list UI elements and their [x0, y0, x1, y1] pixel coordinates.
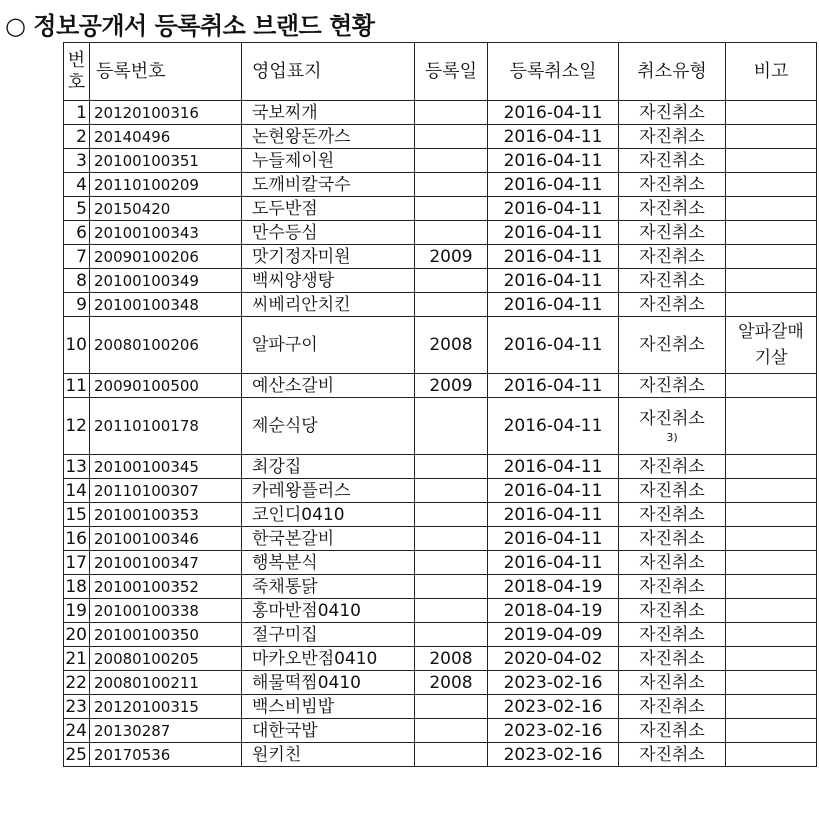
row-no: 2	[64, 125, 90, 149]
row-brand: 절구미집	[242, 623, 415, 647]
row-reg-year	[415, 479, 488, 503]
table-row	[64, 575, 817, 599]
row-reg-no: 20120100315	[90, 695, 242, 719]
row-note	[726, 551, 817, 575]
row-reg-no: 20130287	[90, 719, 242, 743]
row-cancel-date: 2016-04-11	[488, 245, 619, 269]
row-cancel-date: 2019-04-09	[488, 623, 619, 647]
row-reg-year	[415, 575, 488, 599]
table-row	[64, 293, 817, 317]
header-no: 번호	[64, 43, 90, 101]
row-note	[726, 269, 817, 293]
row-cancel-type: 자진취소	[619, 575, 726, 599]
row-no: 14	[64, 479, 90, 503]
row-cancel-type: 자진취소	[619, 647, 726, 671]
table-row	[64, 197, 817, 221]
row-cancel-date: 2016-04-11	[488, 374, 619, 398]
table-row	[64, 455, 817, 479]
row-no: 1	[64, 101, 90, 125]
table-row	[64, 221, 817, 245]
row-note	[726, 455, 817, 479]
row-cancel-type: 자진취소	[619, 374, 726, 398]
row-cancel-type: 자진취소	[619, 221, 726, 245]
row-brand: 논현왕돈까스	[242, 125, 415, 149]
table-row	[64, 125, 817, 149]
row-cancel-date: 2016-04-11	[488, 317, 619, 374]
table-row	[64, 527, 817, 551]
row-note	[726, 149, 817, 173]
table-row	[64, 149, 817, 173]
row-cancel-type: 자진취소	[619, 671, 726, 695]
row-cancel-type: 자진취소	[619, 719, 726, 743]
row-cancel-type: 자진취소	[619, 149, 726, 173]
header-cancel-date: 등록취소일	[488, 43, 619, 101]
row-reg-year	[415, 551, 488, 575]
row-note	[726, 695, 817, 719]
row-cancel-type: 자진취소	[619, 743, 726, 767]
table-row	[64, 719, 817, 743]
row-no: 16	[64, 527, 90, 551]
row-no: 25	[64, 743, 90, 767]
row-note	[726, 623, 817, 647]
row-brand: 원키친	[242, 743, 415, 767]
row-note	[726, 197, 817, 221]
row-brand: 만수등심	[242, 221, 415, 245]
row-cancel-type: 자진취소	[619, 455, 726, 479]
row-brand: 예산소갈비	[242, 374, 415, 398]
row-brand: 도두반점	[242, 197, 415, 221]
table-row	[64, 551, 817, 575]
row-brand: 코인디0410	[242, 503, 415, 527]
row-no: 4	[64, 173, 90, 197]
row-cancel-type: 자진취소	[619, 503, 726, 527]
row-brand: 최강집	[242, 455, 415, 479]
row-note	[726, 719, 817, 743]
row-note	[726, 293, 817, 317]
row-reg-year	[415, 197, 488, 221]
row-reg-year: 2008	[415, 317, 488, 374]
row-cancel-date: 2023-02-16	[488, 743, 619, 767]
row-brand: 해물떡찜0410	[242, 671, 415, 695]
row-no: 24	[64, 719, 90, 743]
row-brand: 백씨양생탕	[242, 269, 415, 293]
row-reg-no: 20110100307	[90, 479, 242, 503]
table-row	[64, 671, 817, 695]
row-cancel-date: 2016-04-11	[488, 173, 619, 197]
row-note	[726, 221, 817, 245]
row-reg-no: 20120100316	[90, 101, 242, 125]
row-reg-no: 20110100209	[90, 173, 242, 197]
row-reg-no: 20100100346	[90, 527, 242, 551]
row-reg-year	[415, 503, 488, 527]
row-note	[726, 173, 817, 197]
row-cancel-type: 자진취소	[619, 125, 726, 149]
row-no: 9	[64, 293, 90, 317]
row-reg-no: 20100100338	[90, 599, 242, 623]
row-reg-year	[415, 269, 488, 293]
row-cancel-type: 자진취소	[619, 695, 726, 719]
row-note	[726, 125, 817, 149]
table-row	[64, 503, 817, 527]
row-no: 21	[64, 647, 90, 671]
row-no: 23	[64, 695, 90, 719]
table-row	[64, 245, 817, 269]
row-cancel-type: 자진취소	[619, 197, 726, 221]
row-cancel-date: 2016-04-11	[488, 149, 619, 173]
row-cancel-date: 2016-04-11	[488, 269, 619, 293]
row-reg-year	[415, 527, 488, 551]
row-note	[726, 671, 817, 695]
row-note	[726, 503, 817, 527]
table-row	[64, 101, 817, 125]
row-no: 19	[64, 599, 90, 623]
row-cancel-date: 2016-04-11	[488, 125, 619, 149]
table-header-row	[64, 43, 817, 101]
row-cancel-type: 자진취소	[619, 479, 726, 503]
table-row	[64, 398, 817, 455]
row-reg-year: 2009	[415, 374, 488, 398]
row-reg-year	[415, 743, 488, 767]
row-brand: 대한국밥	[242, 719, 415, 743]
row-reg-no: 20080100205	[90, 647, 242, 671]
row-cancel-type: 자진취소	[619, 293, 726, 317]
row-note	[726, 647, 817, 671]
row-note	[726, 245, 817, 269]
cancel-type-label: 자진취소	[639, 409, 705, 429]
row-cancel-date: 2018-04-19	[488, 575, 619, 599]
row-reg-year	[415, 719, 488, 743]
row-reg-no: 20170536	[90, 743, 242, 767]
row-note	[726, 479, 817, 503]
row-no: 8	[64, 269, 90, 293]
row-no: 3	[64, 149, 90, 173]
row-brand: 행복분식	[242, 551, 415, 575]
row-no: 20	[64, 623, 90, 647]
row-reg-year	[415, 455, 488, 479]
footnote-mark: 3)	[666, 431, 678, 444]
row-reg-year	[415, 599, 488, 623]
row-reg-year	[415, 221, 488, 245]
row-cancel-type: 자진취소	[619, 173, 726, 197]
row-brand: 백스비빔밥	[242, 695, 415, 719]
row-no: 5	[64, 197, 90, 221]
row-reg-no: 20100100352	[90, 575, 242, 599]
row-cancel-date: 2016-04-11	[488, 551, 619, 575]
row-cancel-type: 자진취소	[619, 623, 726, 647]
header-brand: 영업표지	[242, 43, 415, 101]
row-cancel-date: 2016-04-11	[488, 101, 619, 125]
row-cancel-type: 자진취소	[619, 101, 726, 125]
header-reg-year: 등록일	[415, 43, 488, 101]
row-cancel-date: 2023-02-16	[488, 719, 619, 743]
row-no: 7	[64, 245, 90, 269]
row-brand: 국보찌개	[242, 101, 415, 125]
table-row	[64, 479, 817, 503]
row-cancel-date: 2023-02-16	[488, 671, 619, 695]
row-brand: 카레왕플러스	[242, 479, 415, 503]
row-brand: 홍마반점0410	[242, 599, 415, 623]
row-brand: 마카오반점0410	[242, 647, 415, 671]
table-row	[64, 317, 817, 374]
cancellation-table	[63, 42, 817, 767]
row-reg-no: 20090100500	[90, 374, 242, 398]
row-brand: 씨베리안치킨	[242, 293, 415, 317]
row-reg-no: 20090100206	[90, 245, 242, 269]
row-note	[726, 599, 817, 623]
header-cancel-type: 취소유형	[619, 43, 726, 101]
row-reg-no: 20100100350	[90, 623, 242, 647]
row-no: 15	[64, 503, 90, 527]
table-row	[64, 599, 817, 623]
table-row	[64, 173, 817, 197]
row-reg-no: 20150420	[90, 197, 242, 221]
row-no: 17	[64, 551, 90, 575]
row-brand: 도깨비칼국수	[242, 173, 415, 197]
row-brand: 맛기정자미원	[242, 245, 415, 269]
row-no: 10	[64, 317, 90, 374]
row-reg-year	[415, 149, 488, 173]
row-reg-year	[415, 695, 488, 719]
row-reg-no: 20100100343	[90, 221, 242, 245]
row-note	[726, 101, 817, 125]
row-note	[726, 374, 817, 398]
row-cancel-date: 2016-04-11	[488, 398, 619, 455]
row-cancel-type: 자진취소	[619, 527, 726, 551]
row-reg-no: 20100100347	[90, 551, 242, 575]
row-reg-no: 20110100178	[90, 398, 242, 455]
header-note: 비고	[726, 43, 817, 101]
row-cancel-date: 2023-02-16	[488, 695, 619, 719]
table-row	[64, 623, 817, 647]
row-no: 13	[64, 455, 90, 479]
row-brand: 알파구이	[242, 317, 415, 374]
row-reg-no: 20100100353	[90, 503, 242, 527]
row-reg-year	[415, 398, 488, 455]
row-reg-no: 20100100348	[90, 293, 242, 317]
table-row	[64, 269, 817, 293]
row-reg-year	[415, 173, 488, 197]
row-reg-year	[415, 623, 488, 647]
row-reg-no: 20080100211	[90, 671, 242, 695]
row-cancel-date: 2016-04-11	[488, 293, 619, 317]
row-reg-year: 2008	[415, 671, 488, 695]
row-cancel-type: 자진취소	[619, 599, 726, 623]
row-no: 6	[64, 221, 90, 245]
row-no: 12	[64, 398, 90, 455]
row-note	[726, 743, 817, 767]
row-no: 11	[64, 374, 90, 398]
table-row	[64, 647, 817, 671]
row-brand: 제순식당	[242, 398, 415, 455]
page-title: ○ 정보공개서 등록취소 브랜드 현황	[5, 12, 375, 40]
row-note: 알파갈매기살	[726, 317, 817, 374]
row-brand: 누들제이원	[242, 149, 415, 173]
row-cancel-type	[619, 398, 726, 455]
row-reg-no: 20100100351	[90, 149, 242, 173]
row-cancel-date: 2016-04-11	[488, 503, 619, 527]
row-cancel-type: 자진취소	[619, 269, 726, 293]
table-row	[64, 695, 817, 719]
table-row	[64, 743, 817, 767]
row-brand: 죽채통닭	[242, 575, 415, 599]
row-reg-year: 2008	[415, 647, 488, 671]
row-cancel-date: 2018-04-19	[488, 599, 619, 623]
row-reg-year: 2009	[415, 245, 488, 269]
row-reg-year	[415, 293, 488, 317]
row-reg-no: 20080100206	[90, 317, 242, 374]
row-cancel-date: 2016-04-11	[488, 221, 619, 245]
row-cancel-date: 2016-04-11	[488, 455, 619, 479]
row-brand: 한국본갈비	[242, 527, 415, 551]
row-cancel-type: 자진취소	[619, 551, 726, 575]
header-reg-no: 등록번호	[90, 43, 242, 101]
row-note	[726, 527, 817, 551]
row-reg-no: 20100100349	[90, 269, 242, 293]
row-no: 22	[64, 671, 90, 695]
row-reg-year	[415, 125, 488, 149]
row-cancel-date: 2020-04-02	[488, 647, 619, 671]
row-note	[726, 575, 817, 599]
row-cancel-date: 2016-04-11	[488, 527, 619, 551]
row-note	[726, 398, 817, 455]
row-cancel-date: 2016-04-11	[488, 479, 619, 503]
row-reg-no: 20140496	[90, 125, 242, 149]
row-no: 18	[64, 575, 90, 599]
row-reg-year	[415, 101, 488, 125]
table-row	[64, 374, 817, 398]
row-cancel-date: 2016-04-11	[488, 197, 619, 221]
row-cancel-type: 자진취소	[619, 245, 726, 269]
table-body	[64, 101, 817, 767]
row-cancel-type: 자진취소	[619, 317, 726, 374]
row-reg-no: 20100100345	[90, 455, 242, 479]
